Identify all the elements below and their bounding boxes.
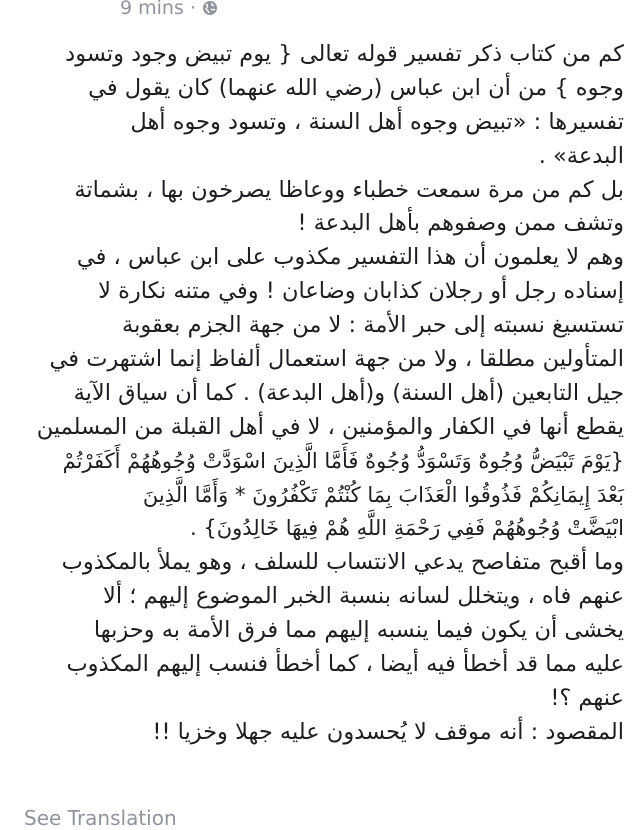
post-line: يخشى أن يكون فيما ينسبه إليهم مما فرق الأمة به وحزبها xyxy=(93,617,624,644)
post-line: كم من كتاب ذكر تفسير قوله تعالى { يوم تبيض وجود وتسود xyxy=(65,41,624,67)
post-line: وجوه } من أن ابن عباس (رضي الله عنهما) كان يقول في xyxy=(88,74,624,101)
post-line: عنهم فاه ، ويتخلل لسانه بنسبة الخبر الموضوع إليهم ؛ ألا xyxy=(103,583,624,610)
post-line: المتأولين مطلقا ، ولا من جهة استعمال ألفاظ إنما اشتهرت في xyxy=(49,346,624,373)
post-line: عليه مما قد أخطأ فيه أيضا ، كما أخطأ فنسب إليهم المكذوب xyxy=(66,651,624,678)
post-timestamp[interactable]: 9 mins xyxy=(120,0,184,19)
post-line: يقطع أنها في الكفار والمؤمنين ، لا في أهل القبلة من المسلمين xyxy=(36,413,624,440)
globe-icon-svg xyxy=(202,0,218,16)
see-translation-link[interactable]: See Translation xyxy=(24,806,177,830)
post-line: وتشف ممن وصفوهم بأهل البدعة ! xyxy=(297,210,624,237)
post-meta xyxy=(120,0,218,22)
post-line: إسناده رجل أو رجلان كذابان وضاعان ! وفي متنه نكارة لا xyxy=(98,278,624,305)
quran-verse-line: ابْيَضَّتْ وُجُوهُهُمْ فَفِي رَحْمَةِ اللَّهِ هُمْ فِيهَا خَالِدُونَ} . xyxy=(190,516,624,541)
quran-verse-line: {يَوْمَ تَبْيَضُّ وُجُوهٌ وَتَسْوَدُّ وُجُوهٌ فَأَمَّا الَّذِينَ اسْوَدَّتْ وُجُوهُهُمْ أَكَفَرْتُمْ xyxy=(62,448,624,473)
meta-separator: · xyxy=(189,0,196,19)
post-line: بل كم من مرة سمعت خطباء ووعاظا يصرخون بها ، بشماتة xyxy=(74,176,624,203)
post-line: وهم لا يعلمون أن هذا التفسير مكذوب على ابن عباس ، في xyxy=(76,244,624,271)
post-line: البدعة» . xyxy=(538,142,624,169)
post-line: عنهم ؟! xyxy=(550,684,624,711)
globe-icon[interactable] xyxy=(202,0,218,15)
post-line: جيل التابعين (أهل السنة) و(أهل البدعة) . كما أن سياق الآية xyxy=(73,379,624,406)
post-line: المقصود : أنه موقف لا يُحسدون عليه جهلا وخزيا !! xyxy=(152,718,624,745)
post-text xyxy=(16,38,624,750)
quran-verse-line: بَعْدَ إِيمَانِكُمْ فَذُوقُوا الْعَذَابَ بِمَا كُنْتُمْ تَكْفُرُونَ * وَأَمَّا الَّذِينَ xyxy=(142,482,624,507)
post-line: تستسيغ نسبته إلى حبر الأمة : لا من جهة الجزم بعقوبة xyxy=(122,312,624,339)
post-line: وما أقبح متفاصح يدعي الانتساب للسلف ، وهو يملأ بالمكذوب xyxy=(61,549,624,576)
post-line: تفسيرها : «تبيض وجوه أهل السنة ، وتسود وجوه أهل xyxy=(130,108,624,135)
